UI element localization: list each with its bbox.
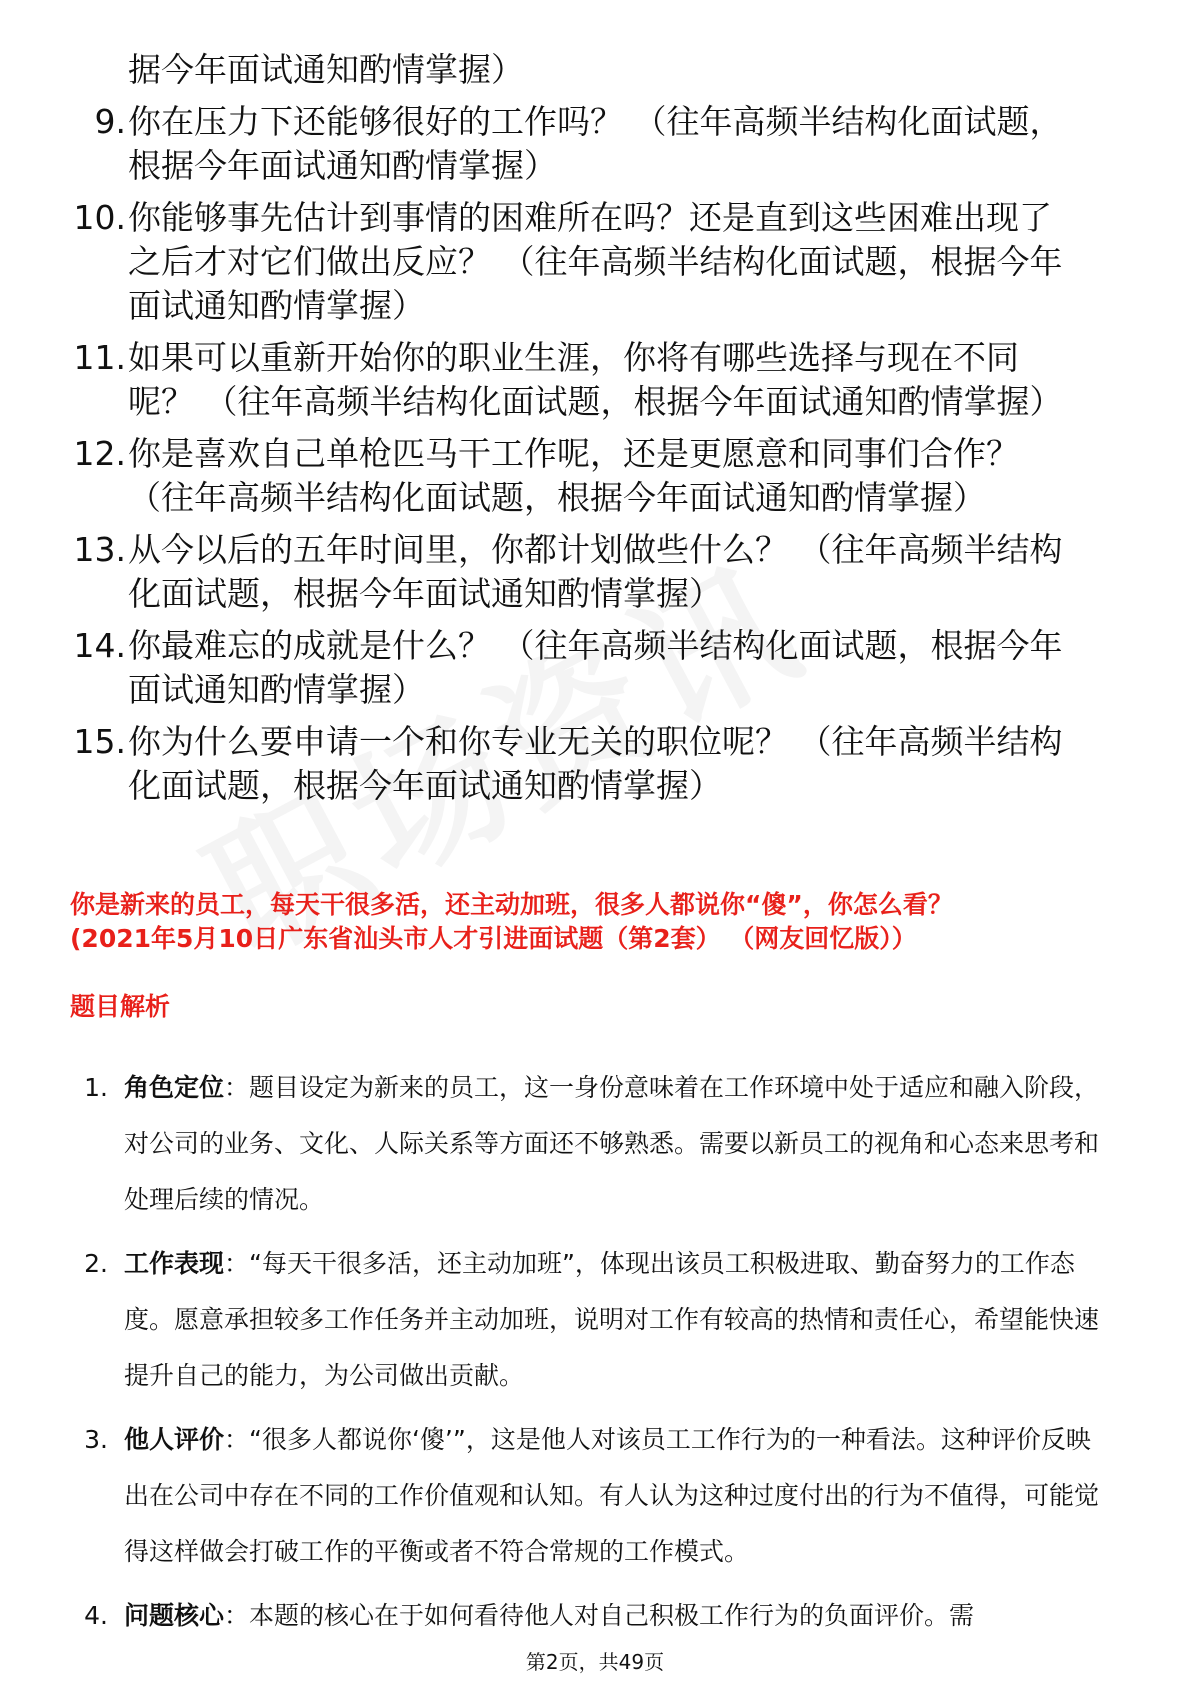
question-text-line: 呢？ （往年高频半结构化面试题，根据今年面试通知酌情掌握） — [128, 382, 1063, 421]
analysis-number: 1. — [84, 1073, 108, 1102]
page-footer: 第2页，共49页 — [525, 1650, 665, 1674]
analysis-list — [0, 1060, 1190, 1644]
question-text-line: 面试通知酌情掌握） — [128, 286, 425, 325]
highlight-question-source: (2021年5月10日广东省汕头市人才引进面试题（第2套） （网友回忆版）） — [70, 924, 917, 953]
analysis-separator: ： — [224, 1601, 250, 1630]
question-item-13 — [0, 528, 1190, 616]
question-list — [0, 0, 1190, 808]
question-item-15 — [0, 720, 1190, 808]
analysis-separator: ： — [224, 1425, 250, 1454]
question-text-line: 你最难忘的成就是什么？ （往年高频半结构化面试题，根据今年 — [128, 626, 1063, 665]
question-text-line: 你能够事先估计到事情的困难所在吗？还是直到这些困难出现了 — [128, 198, 1052, 237]
question-text-line: 你在压力下还能够很好的工作吗？ （往年高频半结构化面试题， — [128, 102, 1063, 141]
analysis-item-3 — [0, 1412, 1190, 1580]
analysis-number: 2. — [84, 1249, 108, 1278]
question-8-continuation — [0, 0, 1190, 92]
question-text-line: 据今年面试通知酌情掌握） — [128, 50, 524, 89]
question-text-line: 从今以后的五年时间里，你都计划做些什么？ （往年高频半结构 — [128, 530, 1063, 569]
question-item-12 — [0, 432, 1190, 520]
question-item-14 — [0, 624, 1190, 712]
question-text-line: 如果可以重新开始你的职业生涯，你将有哪些选择与现在不同 — [128, 338, 1019, 377]
analysis-label: 角色定位 — [124, 1073, 225, 1102]
question-text-line: 你是喜欢自己单枪匹马干工作呢，还是更愿意和同事们合作？ — [128, 434, 1019, 473]
question-text-line: （往年高频半结构化面试题，根据今年面试通知酌情掌握） — [128, 478, 986, 517]
analysis-text: “很多人都说你‘傻’”，这是他人对该员工工作行为的一种看法。这种评价反映出在公司中存在不同的工作价值观和认知。有人认为这种过度付出的行为不值得，可能觉得这样做会打破工作的平衡或者不符合常规的工作模式。 — [124, 1425, 1100, 1566]
analysis-separator: ： — [224, 1249, 250, 1278]
question-number: 10. — [73, 198, 126, 237]
question-text-line: 化面试题，根据今年面试通知酌情掌握） — [128, 766, 722, 805]
analysis-text: “每天干很多活，还主动加班”，体现出该员工积极进取、勤奋努力的工作态度。愿意承担较多工作任务并主动加班，说明对工作有较高的热情和责任心，希望能快速提升自己的能力，为公司做出贡献。 — [124, 1249, 1100, 1390]
analysis-label: 工作表现 — [124, 1249, 225, 1278]
analysis-text: 本题的核心在于如何看待他人对自己积极工作行为的负面评价。需 — [249, 1601, 975, 1630]
analysis-label: 他人评价 — [124, 1425, 225, 1454]
question-text-line: 你为什么要申请一个和你专业无关的职位呢？ （往年高频半结构 — [128, 722, 1063, 761]
highlight-question-title — [70, 888, 1130, 956]
highlight-question-line: 你是新来的员工，每天干很多活，还主动加班，很多人都说你“傻”，你怎么看？ — [70, 890, 953, 919]
analysis-separator: ： — [224, 1073, 250, 1102]
question-item-11 — [0, 336, 1190, 424]
question-number: 13. — [73, 530, 126, 569]
question-number: 9. — [94, 102, 126, 141]
analysis-item-2 — [0, 1236, 1190, 1404]
question-number: 11. — [73, 338, 126, 377]
analysis-item-4 — [0, 1588, 1190, 1644]
question-number: 15. — [73, 722, 126, 761]
question-text-line: 根据今年面试通知酌情掌握） — [128, 146, 557, 185]
question-item-9 — [0, 100, 1190, 188]
question-text-line: 化面试题，根据今年面试通知酌情掌握） — [128, 574, 722, 613]
analysis-heading: 题目解析 — [70, 992, 171, 1021]
analysis-number: 3. — [84, 1425, 108, 1454]
analysis-text: 题目设定为新来的员工，这一身份意味着在工作环境中处于适应和融入阶段，对公司的业务、文化、人际关系等方面还不够熟悉。需要以新员工的视角和心态来思考和处理后续的情况。 — [124, 1073, 1100, 1214]
question-text-line: 之后才对它们做出反应？ （往年高频半结构化面试题，根据今年 — [128, 242, 1063, 281]
analysis-label: 问题核心 — [124, 1601, 225, 1630]
question-text-line: 面试通知酌情掌握） — [128, 670, 425, 709]
analysis-item-1 — [0, 1060, 1190, 1228]
analysis-number: 4. — [84, 1601, 108, 1630]
question-number: 14. — [73, 626, 126, 665]
question-number: 12. — [73, 434, 126, 473]
question-item-10 — [0, 196, 1190, 328]
